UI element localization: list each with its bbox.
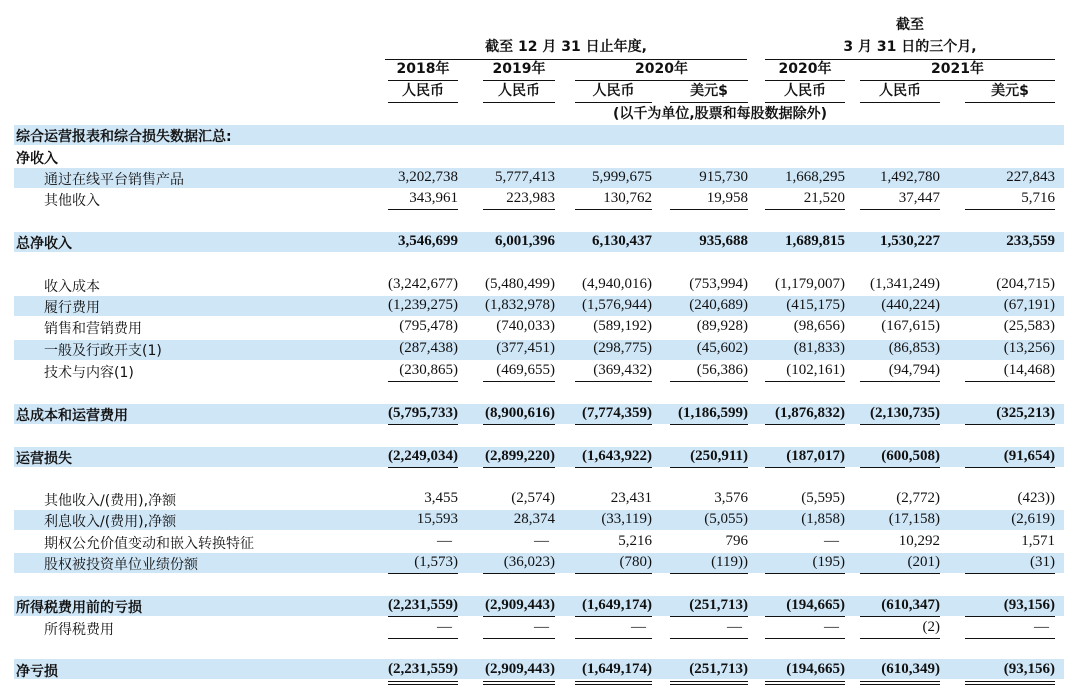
currency-header: 人民币 [765,80,845,103]
underline [575,209,652,210]
cell-value: (93,156) [1003,661,1055,677]
currency-header: 人民币 [860,80,940,103]
underline [670,209,748,210]
cell-value: 5,777,413 [495,169,555,185]
cell-value: (102,161) [786,362,845,378]
group2-title-line2: 3 月 31 日的三个月, [765,36,1055,60]
cell-value: (25,583) [1003,318,1055,334]
currency-header: 美元$ [965,80,1055,103]
unit-note: (以千为单位,股票和每股数据除外) [612,106,828,122]
underline [965,573,1055,574]
cell-value: (369,432) [593,362,652,378]
cell-value: (1,179,007) [775,276,845,292]
cell-value: (2,909,443) [485,597,555,613]
cell-value: (194,665) [786,661,845,677]
year-header: 2020年 [575,58,748,81]
cell-value: (187,017) [786,448,845,464]
cell-value: (81,833) [793,340,845,356]
cell-value: — [437,619,452,635]
cell-value: (67,191) [1003,297,1055,313]
currency-header: 人民币 [575,80,652,103]
cell-value: (740,033) [496,318,555,334]
cell-value: 3,576 [714,490,748,506]
underline [860,381,940,382]
row-label: 通过在线平台销售产品 [44,172,184,188]
cell-value: 3,455 [424,490,458,506]
cell-value: 6,130,437 [592,233,652,249]
underline [483,467,555,468]
cell-value: (440,224) [881,297,940,313]
cell-value: (2,130,735) [870,405,940,421]
cell-value: 233,559 [1006,233,1055,249]
double-underline [765,681,845,685]
cell-value: 1,689,815 [785,233,845,249]
cell-value: (14,468) [1003,362,1055,378]
net-revenue-heading: 净收入 [16,151,58,167]
cell-value: (250,911) [690,448,748,464]
underline [765,616,845,617]
cell-value: (1,858) [801,511,845,527]
cell-value: (89,928) [696,318,748,334]
cell-value: (98,656) [793,318,845,334]
cell-value: (33,119) [601,511,652,527]
cell-value: 28,374 [513,511,555,527]
cell-value: 1,492,780 [880,169,940,185]
underline [670,638,748,639]
underline [388,573,458,574]
cell-value: 3,546,699 [398,233,458,249]
cell-value: — [534,619,549,635]
cell-value: (91,654) [1003,448,1055,464]
cell-value: (5,595) [801,490,845,506]
cell-value: (5,480,499) [485,276,555,292]
cell-value: (45,602) [696,340,748,356]
underline [388,616,458,617]
cell-value: 21,520 [803,190,845,206]
cell-value: 37,447 [898,190,940,206]
cell-value: — [824,533,839,549]
underline [575,616,652,617]
cell-value: (287,438) [399,340,458,356]
cell-value: — [534,533,549,549]
row-label: 收入成本 [44,279,100,295]
underline [860,424,940,425]
underline [670,467,748,468]
cell-value: (240,689) [689,297,748,313]
underline [388,424,458,425]
underline [860,209,940,210]
cell-value: — [1034,619,1049,635]
cell-value: (17,158) [888,511,940,527]
underline [483,638,555,639]
underline [765,638,845,639]
currency-header: 美元$ [670,80,748,103]
underline [575,467,652,468]
cell-value: — [631,619,646,635]
underline [483,381,555,382]
underline [860,638,940,639]
cell-value: (1,239,275) [388,297,458,313]
cell-value: — [824,619,839,635]
cell-value: 19,958 [706,190,748,206]
group2-title-line1: 截至 [896,17,924,33]
cell-value: (1,643,922) [582,448,652,464]
row-label: 其他收入/(费用),净额 [44,493,177,509]
cell-value: (2) [922,619,940,635]
cell-value: (119)) [711,554,748,570]
underline [965,616,1055,617]
cell-value: (1,876,832) [775,405,845,421]
cell-value: (86,853) [888,340,940,356]
cell-value: (1,649,174) [582,597,652,613]
year-header: 2019年 [483,58,555,81]
year-header: 2018年 [388,58,458,81]
cell-value: (610,347) [881,597,940,613]
cell-value: (780) [619,554,652,570]
cell-value: 15,593 [416,511,458,527]
underline [670,381,748,382]
underline [670,424,748,425]
cell-value: (36,023) [503,554,555,570]
cell-value: 935,688 [699,233,748,249]
row-label: 履行费用 [44,300,100,316]
row-label: 一般及行政开支(1) [44,343,162,359]
cell-value: (1,341,249) [870,276,940,292]
cell-value: (251,713) [689,661,748,677]
row-label: 利息收入/(费用),净额 [44,514,177,530]
cell-value: 130,762 [603,190,652,206]
underline [765,209,845,210]
cell-value: (2,231,559) [388,597,458,613]
row-label: 所得税费用前的亏损 [16,600,142,616]
cell-value: 915,730 [699,169,748,185]
cell-value: (4,940,016) [582,276,652,292]
underline [575,573,652,574]
underline [965,424,1055,425]
cell-value: (94,794) [888,362,940,378]
cell-value: 223,983 [506,190,555,206]
cell-value: (1,576,944) [582,297,652,313]
row-label: 销售和营销费用 [44,321,142,337]
underline [860,467,940,468]
cell-value: (1,186,599) [678,405,748,421]
row-label: 净亏损 [16,664,58,680]
cell-value: 6,001,396 [495,233,555,249]
cell-value: 1,668,295 [785,169,845,185]
cell-value: (753,994) [689,276,748,292]
cell-value: (2,909,443) [485,661,555,677]
cell-value: (423)) [1017,490,1055,506]
cell-value: 23,431 [610,490,652,506]
currency-header: 人民币 [388,80,458,103]
underline [575,424,652,425]
row-label: 所得税费用 [44,622,114,638]
underline [965,381,1055,382]
cell-value: (298,775) [593,340,652,356]
cell-value: (795,478) [399,318,458,334]
cell-value: 796 [725,533,748,549]
cell-value: (201) [907,554,940,570]
row-label: 期权公允价值变动和嵌入转换特征 [44,536,254,552]
cell-value: — [727,619,742,635]
cell-value: (7,774,359) [582,405,652,421]
underline [575,381,652,382]
underline [860,573,940,574]
underline [765,424,845,425]
cell-value: (251,713) [689,597,748,613]
underline [765,381,845,382]
row-label: 股权被投资单位业绩份额 [44,557,198,573]
row-label: 运营损失 [16,451,72,467]
cell-value: (8,900,616) [485,405,555,421]
double-underline [388,681,458,685]
underline [765,573,845,574]
cell-value: 5,999,675 [592,169,652,185]
cell-value: (195) [812,554,845,570]
cell-value: (5,055) [704,511,748,527]
underline [965,467,1055,468]
cell-value: (3,242,677) [388,276,458,292]
cell-value: (469,655) [496,362,555,378]
cell-value: (1,573) [414,554,458,570]
underline [388,381,458,382]
underline [575,638,652,639]
cell-value: (610,349) [881,661,940,677]
cell-value: (2,574) [511,490,555,506]
row-label: 总成本和运营费用 [16,408,128,424]
double-underline [965,681,1055,685]
group1-title: 截至 12 月 31 日止年度, [385,36,747,60]
double-underline [483,681,555,685]
cell-value: (589,192) [593,318,652,334]
cell-value: (93,156) [1003,597,1055,613]
cell-value: (194,665) [786,597,845,613]
currency-header: 人民币 [483,80,555,103]
cell-value: 3,202,738 [398,169,458,185]
underline [965,209,1055,210]
cell-value: 1,571 [1021,533,1055,549]
cell-value: (5,795,733) [388,405,458,421]
cell-value: (31) [1030,554,1055,570]
underline [483,209,555,210]
underline [860,616,940,617]
double-underline [575,681,652,685]
underline [483,616,555,617]
cell-value: 10,292 [898,533,940,549]
underline [388,467,458,468]
cell-value: (56,386) [696,362,748,378]
cell-value: 227,843 [1006,169,1055,185]
year-header: 2021年 [860,58,1055,81]
cell-value: (2,231,559) [388,661,458,677]
cell-value: (377,451) [496,340,555,356]
underline [388,209,458,210]
underline [483,573,555,574]
cell-value: (415,175) [786,297,845,313]
cell-value: (230,865) [399,362,458,378]
underline [965,638,1055,639]
double-underline [670,681,748,685]
cell-value: (325,213) [996,405,1055,421]
cell-value: (1,649,174) [582,661,652,677]
cell-value: — [437,533,452,549]
underline [670,573,748,574]
cell-value: (167,615) [881,318,940,334]
underline [388,638,458,639]
underline [670,616,748,617]
cell-value: (1,832,978) [485,297,555,313]
row-label: 技术与内容(1) [44,365,134,381]
cell-value: (2,619) [1011,511,1055,527]
cell-value: 1,530,227 [880,233,940,249]
cell-value: 5,216 [618,533,652,549]
section-title: 综合运营报表和综合损失数据汇总: [16,129,232,145]
year-header: 2020年 [765,58,845,81]
cell-value: (2,899,220) [485,448,555,464]
cell-value: (2,772) [896,490,940,506]
cell-value: 5,716 [1021,190,1055,206]
row-label: 其他收入 [44,193,100,209]
cell-value: (2,249,034) [388,448,458,464]
cell-value: (13,256) [1003,340,1055,356]
cell-value: (600,508) [881,448,940,464]
double-underline [860,681,940,685]
cell-value: (204,715) [996,276,1055,292]
cell-value: 343,961 [409,190,458,206]
underline [483,424,555,425]
row-label: 总净收入 [16,236,72,252]
underline [765,467,845,468]
